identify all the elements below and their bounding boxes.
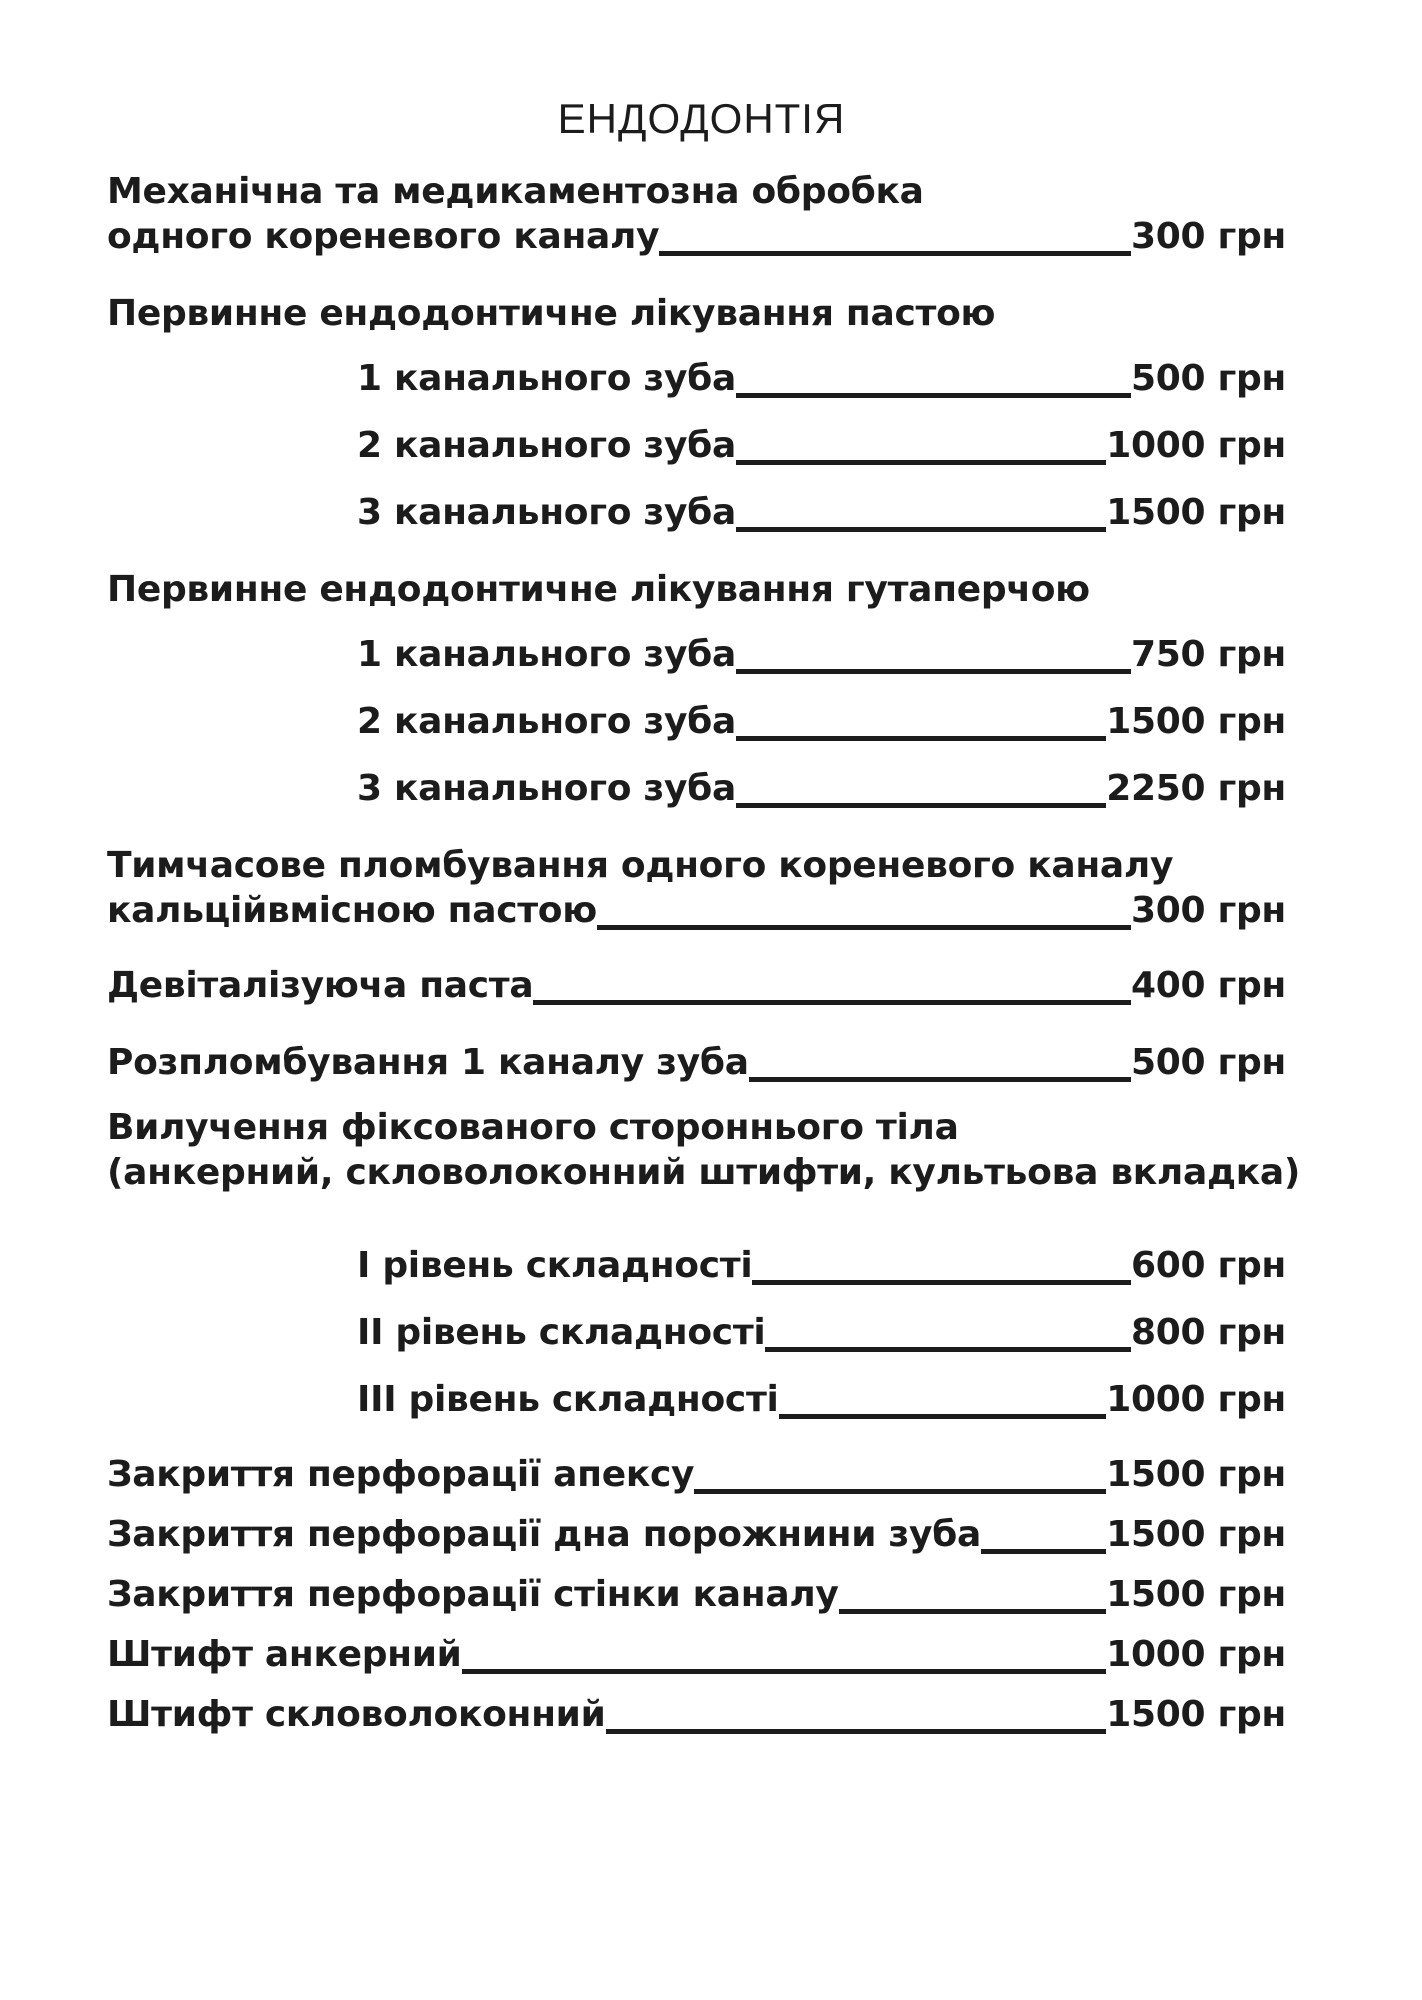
service-label: кальційвмісною пастою — [107, 890, 597, 931]
service-label: I рівень складності — [357, 1245, 753, 1286]
price-value: 600 грн — [1130, 1245, 1286, 1286]
service-label: одного кореневого каналу — [107, 216, 660, 257]
service-entry — [357, 356, 1286, 401]
service-label: 3 канального зуба — [357, 768, 736, 809]
price-value: 750 грн — [1130, 634, 1286, 675]
leader-line — [597, 925, 1131, 930]
leader-line — [736, 803, 1106, 808]
service-entry — [357, 766, 1286, 811]
service-label: II рівень складності — [357, 1312, 766, 1353]
service-label: Штифт анкерний — [107, 1634, 462, 1675]
leader-line — [736, 736, 1106, 741]
price-value: 1000 грн — [1106, 1379, 1286, 1420]
service-label: Тимчасове пломбування одного кореневого каналу — [107, 845, 1174, 886]
service-entry — [107, 963, 1286, 1008]
price-value: 2250 грн — [1106, 768, 1286, 809]
service-entry — [107, 1692, 1286, 1737]
leader-line — [779, 1414, 1107, 1419]
leader-line — [533, 1000, 1131, 1005]
price-value: 300 грн — [1130, 216, 1286, 257]
service-label: Розпломбування 1 каналу зуба — [107, 1042, 749, 1083]
service-label: 1 канального зуба — [357, 634, 736, 675]
service-entry — [107, 1452, 1286, 1497]
service-label: Закриття перфорації стінки каналу — [107, 1574, 839, 1615]
price-value: 1500 грн — [1106, 1574, 1286, 1615]
service-label: Закриття перфорації дна порожнини зуба — [107, 1514, 981, 1555]
leader-line — [839, 1609, 1107, 1614]
section-header-label: Первинне ендодонтичне лікування пастою — [107, 293, 996, 334]
service-entry — [107, 1632, 1286, 1677]
service-entry — [107, 843, 1286, 933]
price-value: 1500 грн — [1106, 1454, 1286, 1495]
section-header-label: Первинне ендодонтичне лікування гутаперчою — [107, 569, 1090, 610]
price-value: 500 грн — [1130, 358, 1286, 399]
price-value: 1500 грн — [1106, 1694, 1286, 1735]
leader-line — [765, 1347, 1131, 1352]
service-label: 2 канального зуба — [357, 425, 736, 466]
price-value: 1500 грн — [1106, 492, 1286, 533]
service-entry — [357, 490, 1286, 535]
price-value: 1500 грн — [1106, 701, 1286, 742]
leader-line — [749, 1077, 1131, 1082]
service-entry — [357, 423, 1286, 468]
service-entry — [357, 632, 1286, 677]
service-label: Девіталізуюча паста — [107, 965, 534, 1006]
price-value: 500 грн — [1130, 1042, 1286, 1083]
price-value: 1000 грн — [1106, 425, 1286, 466]
service-entry — [107, 1512, 1286, 1557]
leader-line — [606, 1729, 1107, 1734]
price-value: 1000 грн — [1106, 1634, 1286, 1675]
service-label: 2 канального зуба — [357, 701, 736, 742]
service-entry — [357, 1310, 1286, 1355]
section-header — [107, 567, 1286, 612]
leader-line — [752, 1280, 1131, 1285]
service-entry — [107, 169, 1286, 259]
section-header — [107, 1105, 1301, 1195]
price-value: 800 грн — [1130, 1312, 1286, 1353]
service-entry — [107, 1040, 1286, 1085]
leader-line — [694, 1489, 1106, 1494]
leader-line — [659, 251, 1131, 256]
service-label: Механічна та медикаментозна обробка — [107, 171, 924, 212]
leader-line — [736, 393, 1131, 398]
section-header-label: Вилучення фіксованого стороннього тіла — [107, 1107, 959, 1148]
section-header — [107, 291, 1286, 336]
service-entry — [357, 699, 1286, 744]
document-title: ЕНДОДОНТІЯ — [557, 95, 846, 142]
service-label: Штифт скловолоконний — [107, 1694, 606, 1735]
price-value: 400 грн — [1130, 965, 1286, 1006]
service-entry — [357, 1377, 1286, 1422]
leader-line — [736, 669, 1131, 674]
leader-line — [981, 1549, 1106, 1554]
service-entry — [107, 1572, 1286, 1617]
section-header-sublabel: (анкерний, скловолоконний штифти, культьова вкладка) — [107, 1152, 1301, 1193]
service-label: III рівень складності — [357, 1379, 779, 1420]
leader-line — [736, 460, 1106, 465]
price-value: 300 грн — [1130, 890, 1286, 931]
leader-line — [736, 527, 1106, 532]
service-label: Закриття перфорації апексу — [107, 1454, 695, 1495]
service-label: 3 канального зуба — [357, 492, 736, 533]
leader-line — [462, 1669, 1107, 1674]
service-entry — [357, 1243, 1286, 1288]
service-label: 1 канального зуба — [357, 358, 736, 399]
price-value: 1500 грн — [1106, 1514, 1286, 1555]
